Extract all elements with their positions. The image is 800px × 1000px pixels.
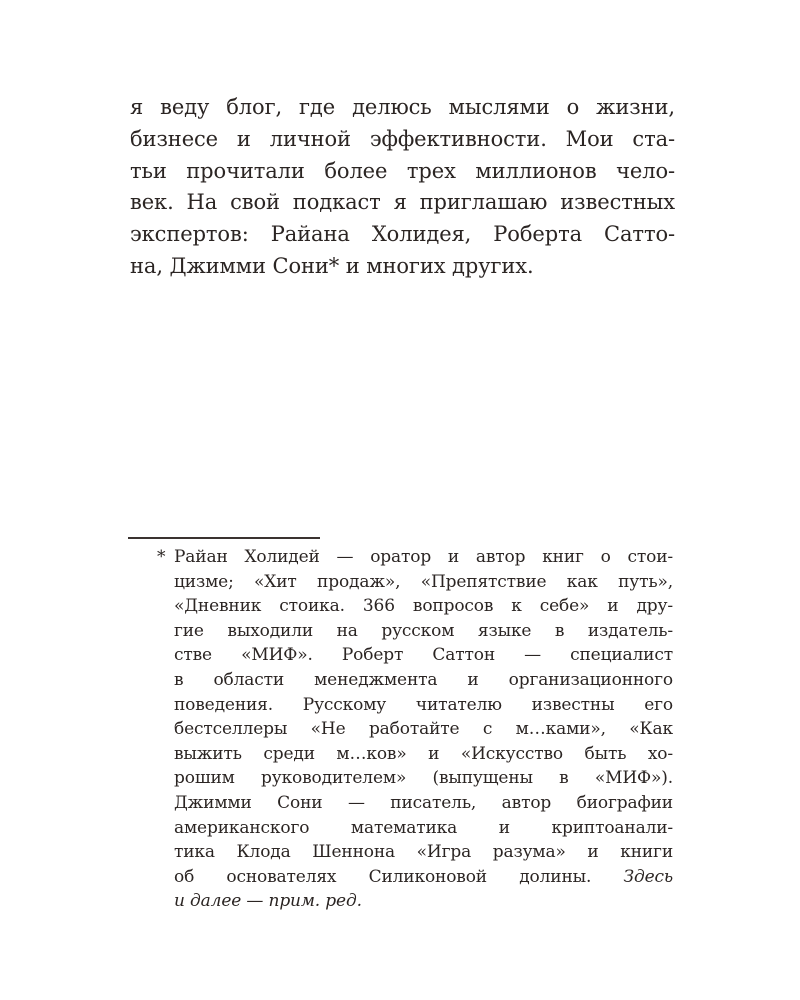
- footnote-line: выжить среди м…ков» и «Искусство быть хо-: [174, 743, 673, 764]
- footnote-line: Райан Холидей — оратор и автор книг о стои-: [174, 547, 673, 567]
- main-text-line: бизнесе и личной эффективности. Мои ста-: [130, 126, 675, 151]
- main-text-line: тьи прочитали более трех миллионов чело-: [130, 158, 675, 183]
- main-text-line: экспертов: Райана Холидея, Роберта Сатто-: [130, 222, 675, 247]
- footnote-line: Джимми Сони — писатель, автор биографии: [174, 792, 673, 813]
- footnote-editor-note: и далее — прим. ред.: [174, 891, 362, 912]
- footnote-line: в области менеджмента и организационного: [174, 669, 673, 690]
- footnote-line-mixed: [174, 865, 673, 890]
- footnote-separator: [128, 537, 320, 539]
- main-text-line: век. На свой подкаст я приглашаю известных: [130, 190, 675, 215]
- footnote-line: стве «МИФ». Роберт Саттон — специалист: [174, 645, 673, 666]
- footnote-editor-note-start: Здесь: [623, 866, 673, 887]
- main-paragraph: [130, 92, 675, 283]
- main-text-line: на, Джимми Сони* и многих других.: [130, 253, 534, 278]
- footnote-line: американского математика и криптоанали-: [174, 817, 673, 838]
- footnote-line: поведения. Русскому читателю известны его: [174, 694, 673, 715]
- footnote-marker: *: [157, 547, 166, 567]
- footnote-line-regular-part: об основателях Силиконовой долины.: [174, 866, 592, 887]
- footnote-line: гие выходили на русском языке в издатель-: [174, 620, 673, 641]
- footnote-line: «Дневник стоика. 366 вопросов к себе» и дру-: [174, 596, 673, 617]
- footnote-line: тика Клода Шеннона «Игра разума» и книги: [174, 842, 673, 863]
- main-text-line: я веду блог, где делюсь мыслями о жизни,: [130, 95, 675, 119]
- footnote-text: [174, 545, 673, 914]
- footnote-line: рошим руководителем» (выпущены в «МИФ»).: [174, 768, 673, 789]
- footnote-line: бестселлеры «Не работайте с м…ками», «Как: [174, 719, 673, 740]
- footnote-line: цизме; «Хит продаж», «Препятствие как путь»,: [174, 571, 673, 592]
